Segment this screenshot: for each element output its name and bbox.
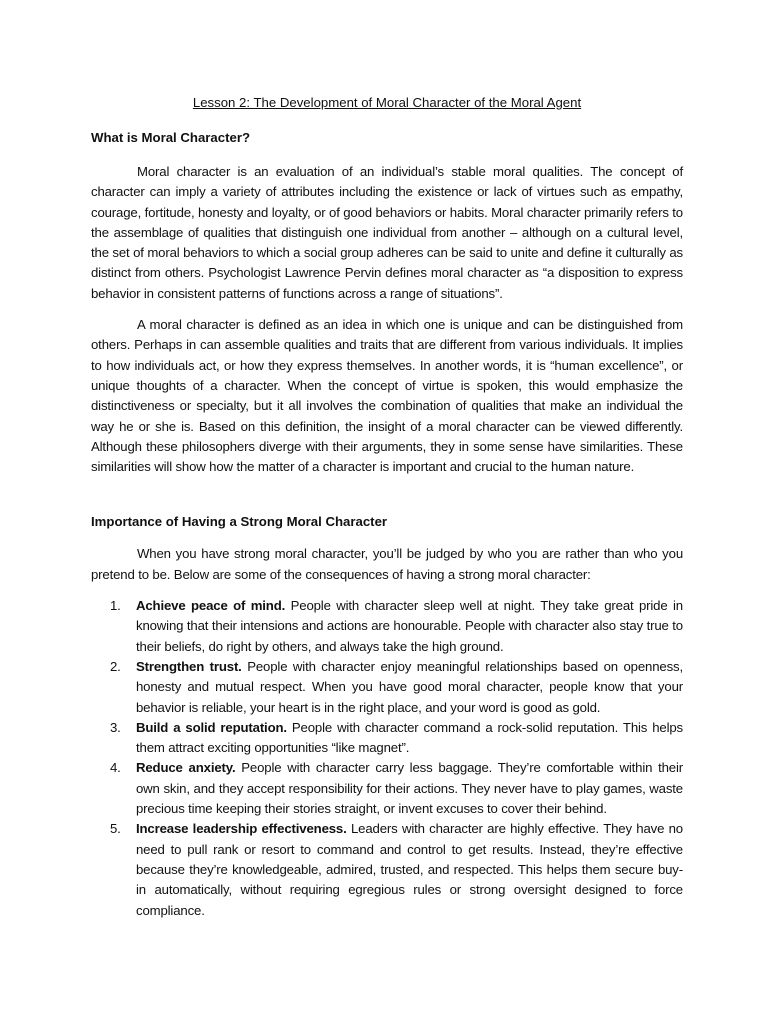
list-item — [91, 819, 683, 920]
list-item — [91, 758, 683, 819]
section-heading-moral-character: What is Moral Character? — [91, 130, 251, 145]
list-item — [91, 596, 683, 657]
lesson-title: Lesson 2: The Development of Moral Character of the Moral Agent — [192, 95, 582, 110]
list-item-number: 2. — [110, 658, 121, 674]
section-heading-importance: Importance of Having a Strong Moral Character — [91, 514, 388, 530]
paragraph-intro: When you have strong moral character, you’ll be judged by who you are rather than who you pretend to be. Below are some of the consequences of having a strong moral character: — [91, 546, 683, 582]
list-item-number: 1. — [110, 598, 121, 614]
paragraph-unique: A moral character is defined as an idea in which one is unique and can be distinguished from others. Perhaps in can assemble qualities and traits that are different from various individuals. It implies to how individuals act, or how they express themselves. In another words, it is “human excellence”, or unique thoughts of a character. When the concept of virtue is spoken, this would emphasize the distinctiveness or specialty, but it all involves the combination of qualities that make an individual the way he or she is. Based on this definition, the insight of a moral character can be viewed differently. Although these philosophers diverge with their arguments, they in some sense have similarities. These similarities will show how the matter of a character is important and crucial to the human nature. — [91, 317, 683, 475]
list-item-text: People with character sleep well at night. They take great pride in knowing that their intensions and actions are honourable. People with character also stay true to their beliefs, do right by others, and always take the high ground. — [136, 598, 683, 654]
list-item-lead: Strengthen trust. — [136, 658, 242, 674]
list-item-lead: Achieve peace of mind. — [136, 598, 286, 614]
list-item-text: Leaders with character are highly effective. They have no need to pull rank or resort to command and control to get results. Instead, they’re effective because they’re knowledgeable, admired, trusted, and respected. This helps them secure buy-in automatically, without requiring egregious rules or strong oversight designed to force compliance. — [136, 821, 683, 918]
list-item-text: People with character enjoy meaningful relationships based on openness, honesty and mutual respect. When you have good moral character, people know that your behavior is reliable, your heart is in the right place, and your word is good as gold. — [136, 658, 683, 715]
list-item-text: People with character command a rock-solid reputation. This helps them attract exciting opportunities “like magnet”. — [136, 719, 683, 756]
list-item-number: 3. — [110, 719, 121, 735]
list-item-lead: Reduce anxiety. — [136, 760, 236, 776]
list-item-text: People with character carry less baggage. They’re comfortable within their own skin, and they accept responsibility for their actions. They never have to play games, waste precious time keeping their stories straight, or invent excuses to cover their behind. — [136, 760, 684, 817]
paragraph-definition: Moral character is an evaluation of an individual’s stable moral qualities. The concept of character can imply a variety of attributes including the existence or lack of virtues such as empathy, courage, fortitude, honesty and loyalty, or of good behaviors or habits. Moral character primarily refers to the assemblage of qualities that distinguish one individual from another – although on a cultural level, the set of moral behaviors to which a social group adheres can be said to unite and define it culturally as distinct from others. Psychologist Lawrence Pervin defines moral character as “a disposition to express behavior in consistent patterns of functions across a range of situations”. — [91, 164, 683, 301]
list-item — [91, 657, 683, 718]
consequences-list — [91, 596, 683, 921]
list-item-number: 4. — [110, 760, 121, 776]
list-item-lead: Increase leadership effectiveness. — [136, 821, 347, 837]
list-item-lead: Build a solid reputation. — [136, 719, 287, 735]
list-item — [91, 718, 683, 759]
spacer — [91, 488, 683, 512]
list-item-number: 5. — [110, 821, 121, 837]
